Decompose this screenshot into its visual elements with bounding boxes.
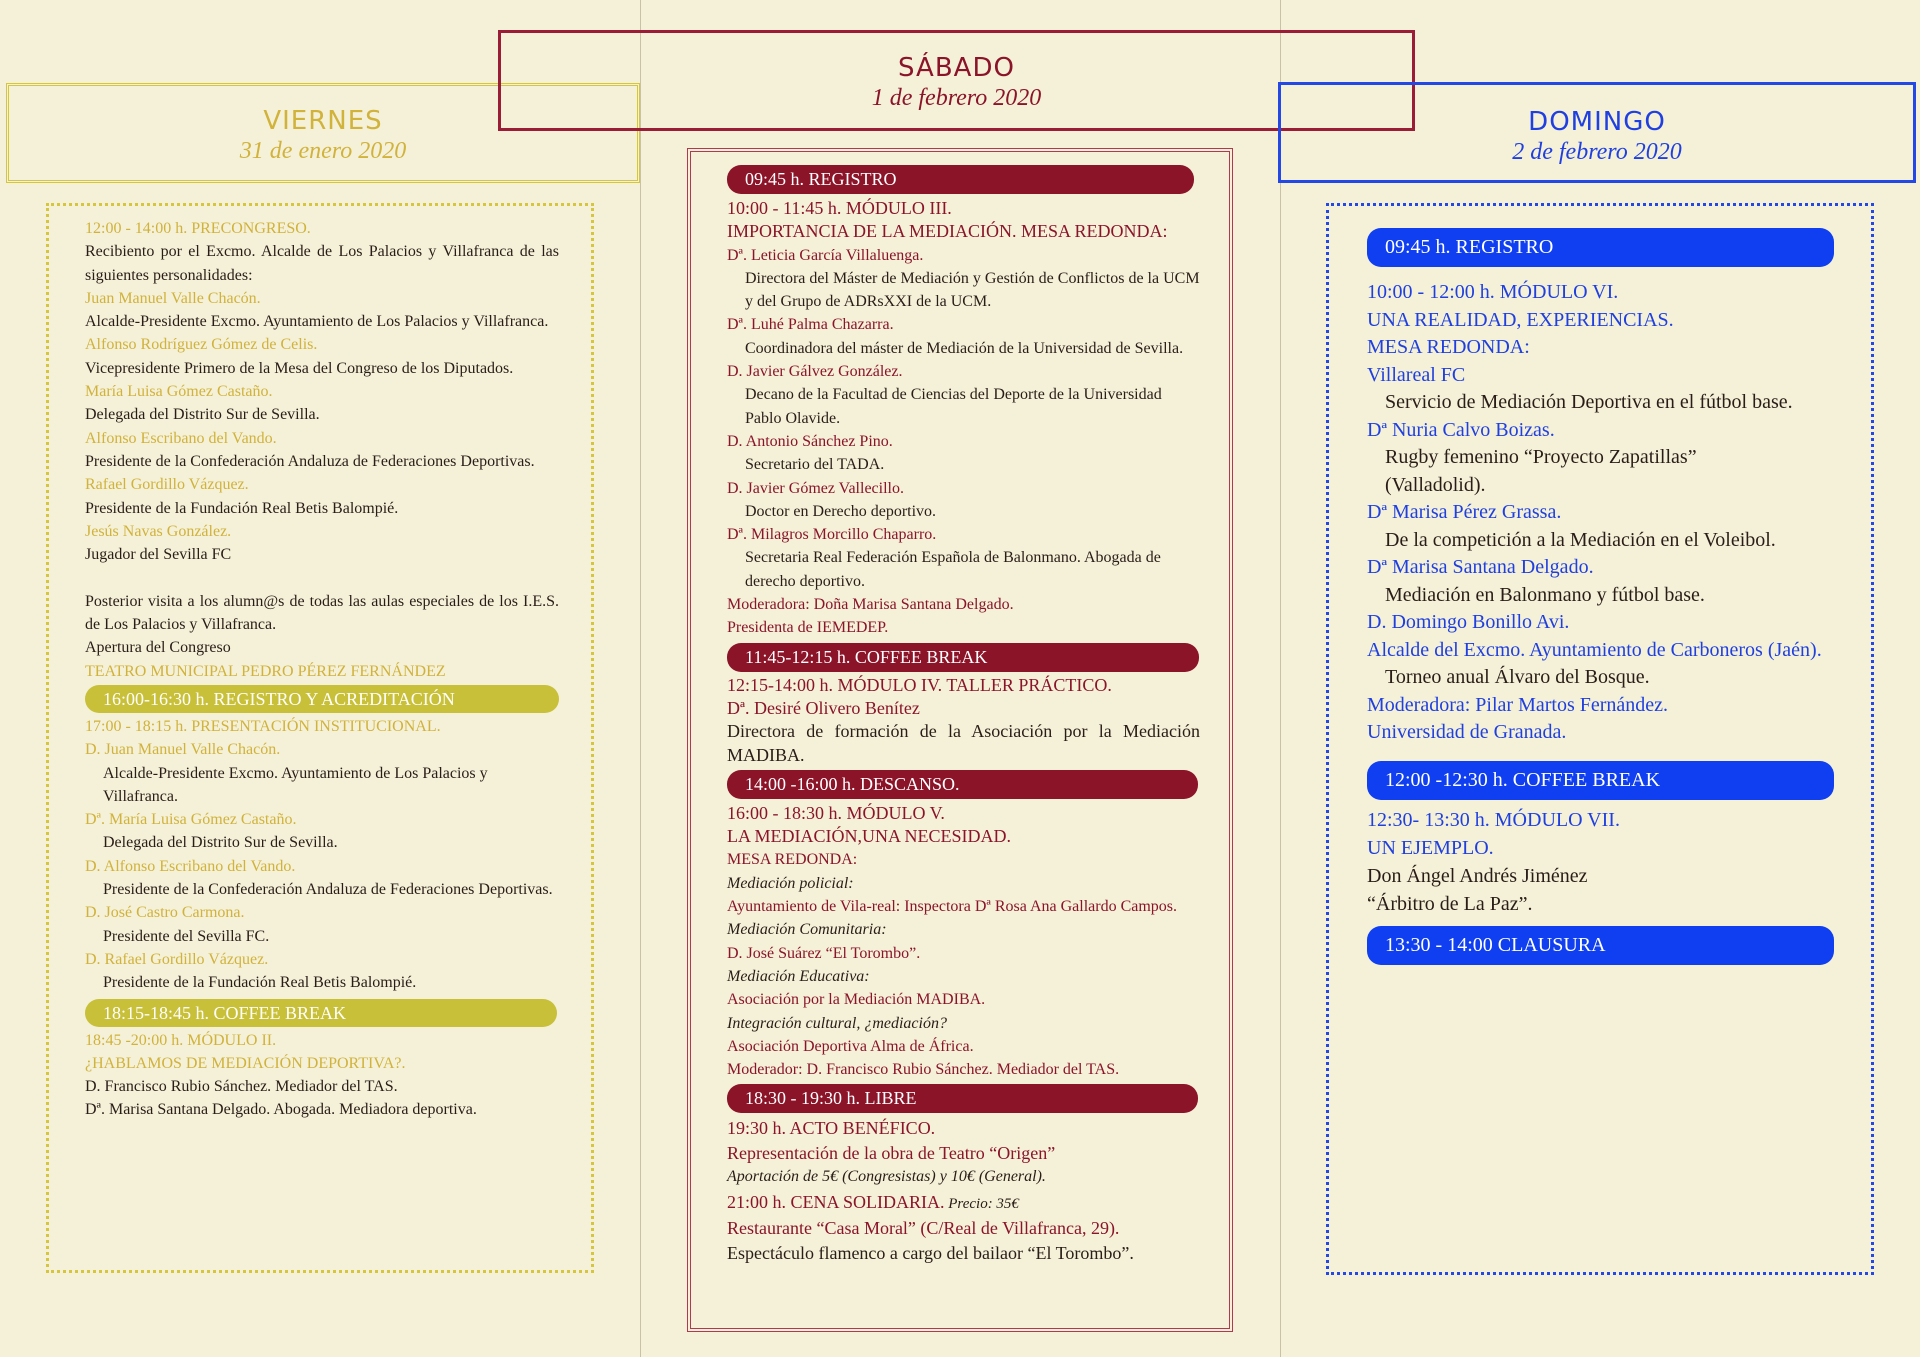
heading-line: D. Alfonso Escribano del Vando.: [85, 857, 296, 875]
sunday-day: DOMINGO: [1528, 107, 1666, 137]
heading-line: Rafael Gordillo Vázquez.: [85, 476, 249, 494]
description-line: Alcalde-Presidente Excmo. Ayuntamiento de Los Palacios y Villafranca.: [85, 313, 549, 331]
heading-line: María Luisa Gómez Castaño.: [85, 383, 273, 401]
description-line: Mediación policial:: [727, 874, 854, 892]
heading-line: Asociación por la Mediación MADIBA.: [727, 991, 986, 1009]
heading-line: 12:00 - 14:00 h. PRECONGRESO.: [85, 220, 311, 237]
description-line: Apertura del Congreso: [85, 639, 231, 657]
heading-line: Representación de la obra de Teatro “Origen”: [727, 1142, 1056, 1163]
description-line: Don Ángel Andrés Jiménez: [1367, 864, 1588, 887]
description-line: “Árbitro de La Paz”.: [1367, 892, 1533, 915]
description-line: Vicepresidente Primero de la Mesa del Congreso de los Diputados.: [85, 359, 514, 377]
heading-line: D. Juan Manuel Valle Chacón.: [85, 741, 281, 759]
heading-line: Dª. Desiré Olivero Benítez: [727, 697, 920, 718]
description-line: Presidente de la Confederación Andaluza de Federaciones Deportivas.: [85, 452, 535, 470]
description-line: De la competición a la Mediación en el Voleibol.: [1385, 528, 1776, 551]
heading-line: MESA REDONDA:: [727, 851, 858, 869]
saturday-descanso-bar: 14:00 -16:00 h. DESCANSO.: [727, 770, 1198, 799]
saturday-content: [727, 165, 1200, 1265]
description-line: Directora del Máster de Mediación y Gestión de Conflictos de la UCM y del Grupo de ADRsXXI de la UCM.: [745, 269, 1200, 311]
heading-line: 18:45 -20:00 h. MÓDULO II.: [85, 1031, 277, 1049]
heading-line: Dª Marisa Santana Delgado.: [1367, 556, 1594, 578]
heading-line: Asociación Deportiva Alma de África.: [727, 1037, 974, 1055]
heading-line: Moderadora: Pilar Martos Fernández.: [1367, 693, 1669, 716]
heading-line: 16:00 - 18:30 h. MÓDULO V.: [727, 802, 945, 823]
description-line: Presidente de la Confederación Andaluza de Federaciones Deportivas.: [103, 881, 553, 899]
saturday-coffee-bar: 11:45-12:15 h. COFFEE BREAK: [727, 643, 1199, 672]
heading-line: Moderadora: Doña Marisa Santana Delgado.: [727, 596, 1014, 614]
description-line: Dª. Marisa Santana Delgado. Abogada. Mediadora deportiva.: [85, 1101, 477, 1119]
heading-line: Moderador: D. Francisco Rubio Sánchez. Mediador del TAS.: [727, 1061, 1120, 1079]
heading-line: UNA REALIDAD, EXPERIENCIAS.: [1367, 308, 1674, 331]
saturday-date: 1 de febrero 2020: [871, 85, 1042, 111]
heading-line: 19:30 h. ACTO BENÉFICO.: [727, 1118, 936, 1139]
sunday-date: 2 de febrero 2020: [1512, 139, 1682, 165]
heading-line: 12:15-14:00 h. MÓDULO IV. TALLER PRÁCTICO.: [727, 674, 1112, 695]
description-line: [85, 566, 559, 589]
fold-line-left: [640, 0, 641, 1357]
description-line: Mediación Comunitaria:: [727, 921, 887, 939]
friday-coffee-bar: 18:15-18:45 h. COFFEE BREAK: [85, 999, 557, 1027]
price-note: Precio: 35€: [944, 1195, 1019, 1212]
sunday-header: [1278, 82, 1916, 183]
description-line: Presidente de la Fundación Real Betis Balompié.: [103, 974, 417, 992]
heading-line: D. Javier Gálvez González.: [727, 363, 903, 381]
heading-line: Dª Nuria Calvo Boizas.: [1367, 418, 1555, 441]
heading-line: 10:00 - 11:45 h. MÓDULO III.: [727, 198, 952, 218]
heading-line: MESA REDONDA:: [1367, 336, 1530, 358]
description-line: Alcalde-Presidente Excmo. Ayuntamiento de Los Palacios y Villafranca.: [103, 764, 488, 805]
heading-line: Dª. Luhé Palma Chazarra.: [727, 316, 894, 334]
heading-line: LA MEDIACIÓN,UNA NECESIDAD.: [727, 826, 1011, 847]
heading-line: UN EJEMPLO.: [1367, 836, 1494, 859]
heading-line: ¿HABLAMOS DE MEDIACIÓN DEPORTIVA?.: [85, 1054, 406, 1072]
description-line: Aportación de 5€ (Congresistas) y 10€ (General).: [727, 1168, 1046, 1186]
friday-day: VIERNES: [263, 106, 383, 136]
description-line: Recibiento por el Excmo. Alcalde de Los Palacios y Villafranca de las siguientes personalidades:: [85, 243, 559, 284]
heading-line: D. Javier Gómez Vallecillo.: [727, 479, 904, 497]
heading-line: 12:30- 13:30 h. MÓDULO VII.: [1367, 808, 1620, 831]
description-line: Directora de formación de la Asociación por la Mediación MADIBA.: [727, 721, 1200, 765]
fold-line-right: [1280, 0, 1281, 1357]
sunday-coffee-bar: 12:00 -12:30 h. COFFEE BREAK: [1367, 761, 1834, 800]
friday-date: 31 de enero 2020: [239, 138, 407, 164]
saturday-day: SÁBADO: [898, 53, 1015, 83]
heading-line: 10:00 - 12:00 h. MÓDULO VI.: [1367, 281, 1619, 303]
heading-line: Universidad de Granada.: [1367, 721, 1567, 743]
heading-line: Alcalde del Excmo. Ayuntamiento de Carboneros (Jaén).: [1367, 638, 1822, 661]
description-line: Espectáculo flamenco a cargo del bailaor “El Torombo”.: [727, 1242, 1134, 1263]
heading-line: Alfonso Escribano del Vando.: [85, 429, 277, 447]
sunday-registro-bar: 09:45 h. REGISTRO: [1367, 228, 1834, 267]
saturday-registro-bar: 09:45 h. REGISTRO: [727, 165, 1194, 194]
heading-line: Jesús Navas González.: [85, 522, 232, 540]
heading-line: D. José Castro Carmona.: [85, 904, 245, 922]
description-line: Torneo anual Álvaro del Bosque.: [1385, 666, 1650, 688]
friday-registro-bar: 16:00-16:30 h. REGISTRO Y ACREDITACIÓN: [85, 685, 559, 713]
description-line: (Valladolid).: [1385, 473, 1486, 496]
heading-line: D. Domingo Bonillo Avi.: [1367, 611, 1570, 633]
heading-line: 17:00 - 18:15 h. PRESENTACIÓN INSTITUCIONAL.: [85, 717, 441, 735]
heading-line: Dª Marisa Pérez Grassa.: [1367, 501, 1562, 523]
heading-line: Presidenta de IEMEDEP.: [727, 619, 889, 637]
heading-line: IMPORTANCIA DE LA MEDIACIÓN. MESA REDONDA:: [727, 221, 1168, 242]
description-line: Integración cultural, ¿mediación?: [727, 1014, 947, 1032]
description-line: Presidente del Sevilla FC.: [103, 927, 270, 945]
description-line: Doctor en Derecho deportivo.: [745, 502, 937, 520]
description-line: Mediación Educativa:: [727, 967, 870, 985]
heading-line: Alfonso Rodríguez Gómez de Celis.: [85, 336, 318, 354]
heading-line: Dª. Leticia García Villaluenga.: [727, 246, 924, 264]
friday-content: [85, 217, 559, 1122]
heading-line: D. Rafael Gordillo Vázquez.: [85, 950, 269, 968]
heading-line: Dª. María Luisa Gómez Castaño.: [85, 811, 297, 829]
heading-line: 21:00 h. CENA SOLIDARIA. Precio: 35€: [727, 1191, 1019, 1212]
heading-line: TEATRO MUNICIPAL PEDRO PÉREZ FERNÁNDEZ: [85, 662, 446, 680]
description-line: D. Francisco Rubio Sánchez. Mediador del TAS.: [85, 1078, 398, 1096]
description-line: Delegada del Distrito Sur de Sevilla.: [103, 834, 338, 852]
heading-line: Juan Manuel Valle Chacón.: [85, 289, 261, 307]
heading-line: Villareal FC: [1367, 363, 1466, 386]
saturday-libre-bar: 18:30 - 19:30 h. LIBRE: [727, 1084, 1198, 1113]
description-line: Jugador del Sevilla FC: [85, 546, 232, 564]
heading-line: Ayuntamiento de Vila-real: Inspectora Dª Rosa Ana Gallardo Campos.: [727, 898, 1178, 916]
description-line: Secretaria Real Federación Española de Balonmano. Abogada de derecho deportivo.: [745, 549, 1161, 590]
heading-line: D. José Suárez “El Torombo”.: [727, 944, 921, 962]
description-line: Delegada del Distrito Sur de Sevilla.: [85, 406, 320, 424]
description-line: Decano de la Facultad de Ciencias del Deporte de la Universidad Pablo Olavide.: [745, 386, 1162, 427]
description-line: Mediación en Balonmano y fútbol base.: [1385, 583, 1705, 606]
heading-line: D. Antonio Sánchez Pino.: [727, 432, 893, 450]
heading-line: Dª. Milagros Morcillo Chaparro.: [727, 526, 937, 544]
sunday-clausura-bar: 13:30 - 14:00 CLAUSURA: [1367, 926, 1834, 965]
description-line: Coordinadora del máster de Mediación de la Universidad de Sevilla.: [745, 339, 1184, 357]
description-line: Posterior visita a los alumn@s de todas las aulas especiales de los I.E.S. de Los Palacios y Villafranca.: [85, 592, 559, 634]
description-line: Presidente de la Fundación Real Betis Balompié.: [85, 499, 399, 517]
sunday-content: [1367, 228, 1834, 965]
description-line: Rugby femenino “Proyecto Zapatillas”: [1385, 446, 1697, 468]
description-line: Servicio de Mediación Deportiva en el fútbol base.: [1385, 391, 1793, 413]
heading-line: Restaurante “Casa Moral” (C/Real de Villafranca, 29).: [727, 1218, 1120, 1239]
description-line: Secretario del TADA.: [745, 456, 885, 474]
